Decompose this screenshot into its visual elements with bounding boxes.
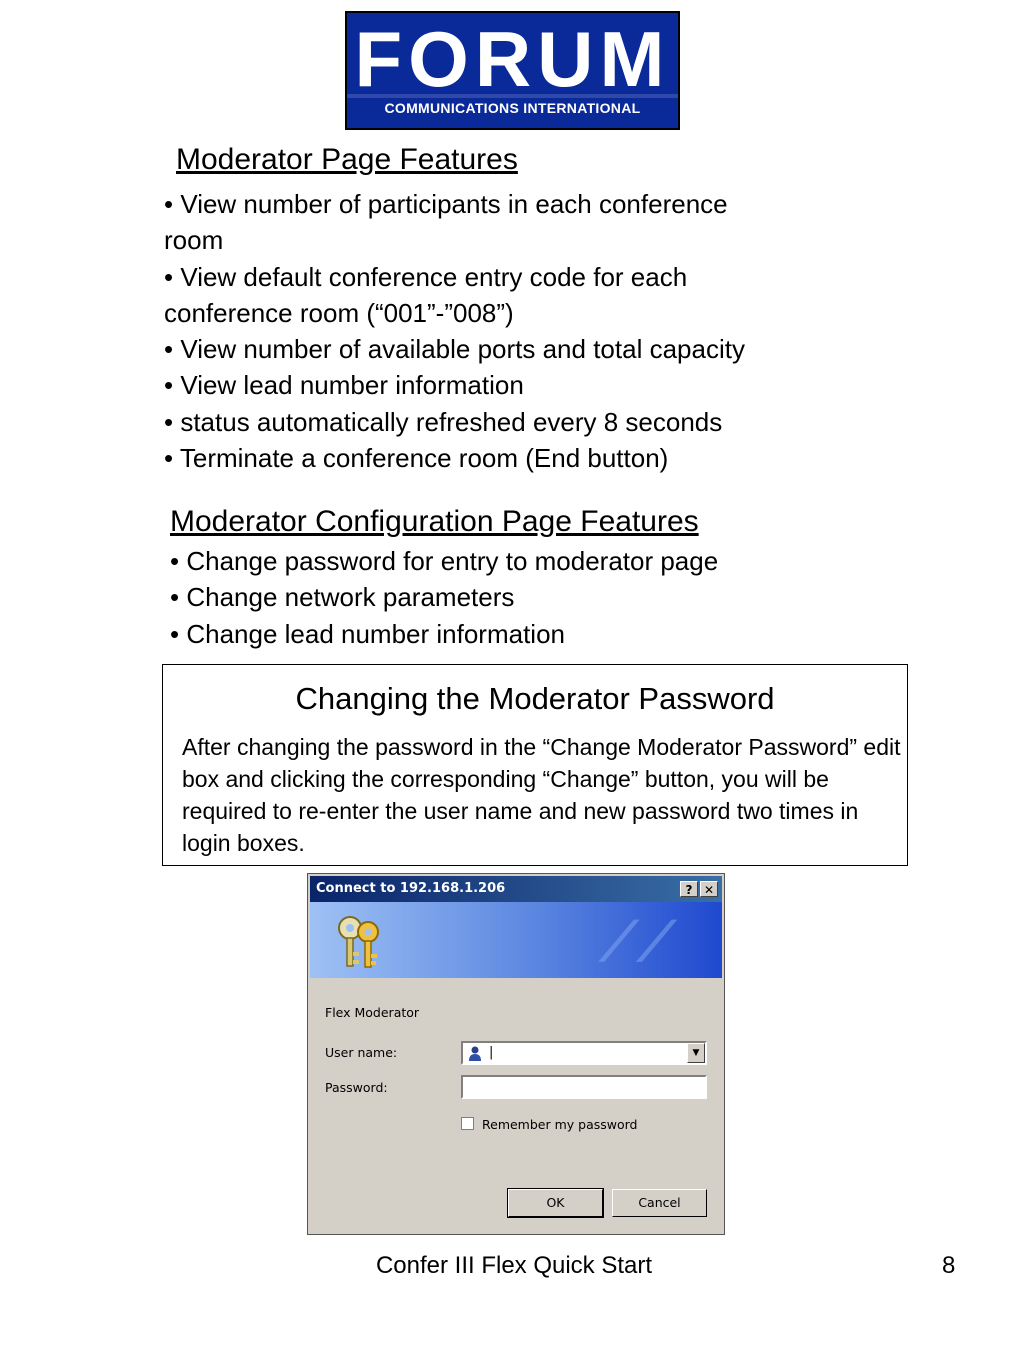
realm-label: Flex Moderator	[325, 1005, 420, 1020]
chevron-down-icon[interactable]: ▼	[687, 1043, 705, 1063]
list-item: • Change password for entry to moderator page	[170, 546, 719, 576]
ok-button[interactable]: OK	[508, 1189, 603, 1217]
user-icon	[467, 1045, 483, 1061]
password-note-box	[162, 664, 908, 866]
note-body: After changing the password in the “Change Moderator Password” edit box and clicking the corresponding “Change” button, you will be required to re-enter the user name and new password two times in login boxes.	[182, 734, 901, 856]
keys-icon	[332, 912, 392, 972]
login-dialog	[307, 873, 725, 1235]
logo-subtitle: COMMUNICATIONS INTERNATIONAL	[384, 100, 641, 116]
logo-wordmark: FORUM	[354, 15, 671, 103]
username-field[interactable]	[461, 1041, 707, 1065]
section2-title: Moderator Configuration Page Features	[170, 505, 699, 538]
list-item: conference room (“001”-”008”)	[164, 297, 514, 328]
section1-list	[164, 186, 745, 476]
list-item: • View number of available ports and total capacity	[164, 334, 745, 365]
section2-list	[170, 543, 718, 652]
section1-title: Moderator Page Features	[176, 143, 518, 176]
list-item: • View lead number information	[164, 370, 524, 401]
list-item: • status automatically refreshed every 8 seconds	[164, 406, 723, 437]
list-item: • View default conference entry code for each	[164, 261, 688, 292]
list-item: room	[164, 225, 224, 256]
remember-checkbox[interactable]	[461, 1117, 474, 1130]
list-item: • Change network parameters	[170, 582, 515, 613]
list-item: • View number of participants in each conference	[164, 189, 728, 219]
dialog-titlebar	[310, 876, 722, 902]
forum-logo	[345, 11, 680, 130]
username-value: |	[489, 1045, 494, 1060]
password-label: Password:	[325, 1080, 388, 1095]
page-number: 8	[942, 1252, 956, 1279]
list-item: • Terminate a conference room (End button)	[164, 443, 669, 474]
logo-watermark-icon: ⟋⟋	[600, 910, 676, 973]
dialog-banner	[310, 902, 722, 978]
remember-label: Remember my password	[482, 1117, 638, 1132]
list-item: • Change lead number information	[170, 618, 566, 649]
cancel-button[interactable]: Cancel	[612, 1189, 707, 1217]
username-label: User name:	[325, 1045, 398, 1060]
footer-title: Confer III Flex Quick Start	[375, 1252, 653, 1279]
password-field[interactable]	[461, 1075, 707, 1099]
help-button[interactable]: ?	[680, 881, 698, 897]
dialog-title: Connect to 192.168.1.206	[316, 881, 506, 896]
close-button[interactable]: ✕	[700, 881, 718, 897]
note-title: Changing the Moderator Password	[295, 681, 775, 716]
